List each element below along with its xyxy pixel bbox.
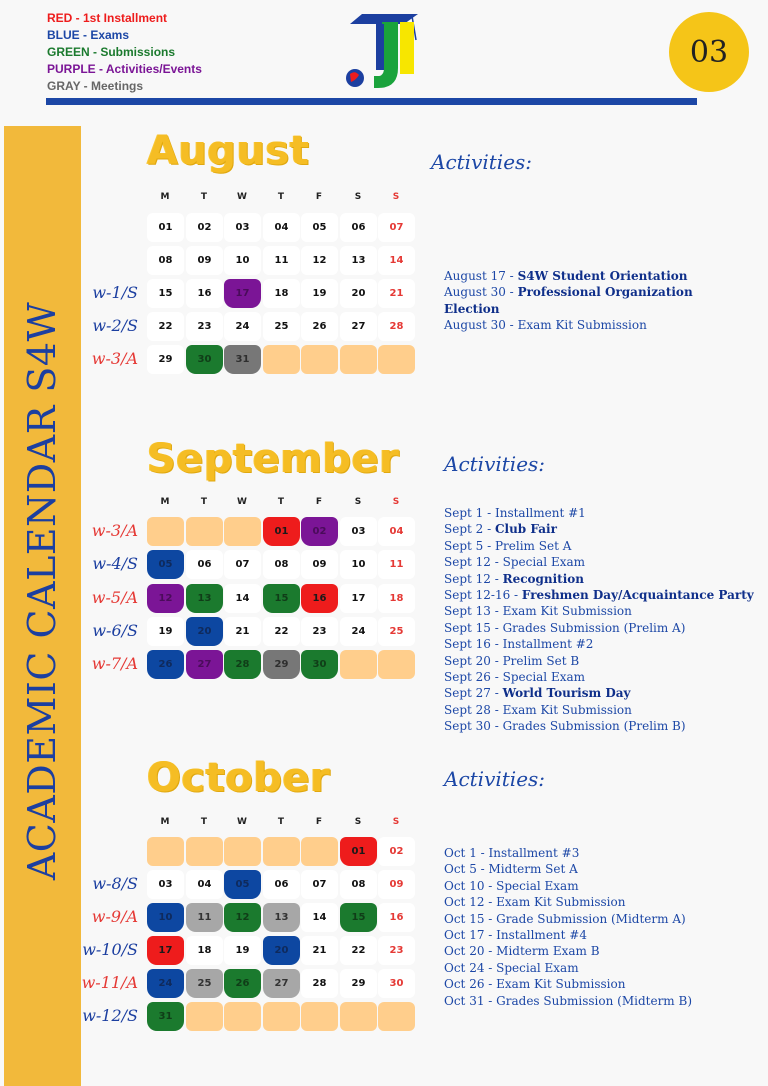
activity-item: Sept 12 - Special Exam xyxy=(444,555,586,570)
august-day-21[interactable]: 21 xyxy=(378,279,415,308)
august-day-02[interactable]: 02 xyxy=(186,213,223,242)
october-day-29[interactable]: 29 xyxy=(340,969,377,998)
october-empty-cell xyxy=(186,1002,223,1031)
october-empty-cell xyxy=(263,837,300,866)
october-week-label: w-11/A xyxy=(81,973,138,992)
september-day-10[interactable]: 10 xyxy=(340,550,377,579)
august-day-12[interactable]: 12 xyxy=(301,246,338,275)
august-day-30[interactable]: 30 xyxy=(186,345,223,374)
september-day-18[interactable]: 18 xyxy=(378,584,415,613)
august-day-15[interactable]: 15 xyxy=(147,279,184,308)
august-day-17[interactable]: 17 xyxy=(224,279,261,308)
september-day-21[interactable]: 21 xyxy=(224,617,261,646)
august-day-05[interactable]: 05 xyxy=(301,213,338,242)
october-empty-cell xyxy=(340,1002,377,1031)
october-empty-cell xyxy=(186,837,223,866)
october-day-07[interactable]: 07 xyxy=(301,870,338,899)
august-weekday-header: F xyxy=(315,192,323,202)
color-legend xyxy=(47,10,202,95)
august-day-26[interactable]: 26 xyxy=(301,312,338,341)
august-day-27[interactable]: 27 xyxy=(340,312,377,341)
august-day-19[interactable]: 19 xyxy=(301,279,338,308)
september-weekday-header: T xyxy=(200,497,208,507)
august-day-01[interactable]: 01 xyxy=(147,213,184,242)
september-day-26[interactable]: 26 xyxy=(147,650,184,679)
august-day-09[interactable]: 09 xyxy=(186,246,223,275)
september-empty-cell xyxy=(340,650,377,679)
september-day-02[interactable]: 02 xyxy=(301,517,338,546)
august-day-28[interactable]: 28 xyxy=(378,312,415,341)
august-day-31[interactable]: 31 xyxy=(224,345,261,374)
october-weekday-header: F xyxy=(315,817,323,827)
september-week-label: w-6/S xyxy=(92,621,138,640)
august-day-29[interactable]: 29 xyxy=(147,345,184,374)
september-weekday-header: M xyxy=(160,497,170,507)
school-logo xyxy=(342,10,418,90)
october-weekday-header: T xyxy=(277,817,285,827)
october-day-06[interactable]: 06 xyxy=(263,870,300,899)
page-number-badge: 03 xyxy=(669,12,749,92)
august-weekday-header: W xyxy=(237,192,247,202)
october-empty-cell xyxy=(301,837,338,866)
august-day-03[interactable]: 03 xyxy=(224,213,261,242)
activity-item: Sept 20 - Prelim Set B xyxy=(444,653,580,668)
august-day-22[interactable]: 22 xyxy=(147,312,184,341)
september-day-20[interactable]: 20 xyxy=(186,617,223,646)
august-activities-list xyxy=(444,268,693,334)
activity-item: Sept 13 - Exam Kit Submission xyxy=(444,604,632,619)
october-empty-cell xyxy=(301,1002,338,1031)
activity-item: Oct 17 - Installment #4 xyxy=(444,928,587,943)
september-day-03[interactable]: 03 xyxy=(340,517,377,546)
activity-item: Sept 2 - Club Fair xyxy=(444,522,557,537)
september-week-label: w-4/S xyxy=(92,554,138,573)
activity-item: August 30 - Professional Organization xyxy=(444,285,693,300)
legend-item-gray: GRAY - Meetings xyxy=(47,79,144,93)
october-day-24[interactable]: 24 xyxy=(147,969,184,998)
october-weekday-header: W xyxy=(237,817,247,827)
september-day-16[interactable]: 16 xyxy=(301,584,338,613)
october-empty-cell xyxy=(224,1002,261,1031)
october-weekday-header: S xyxy=(392,817,400,827)
august-day-14[interactable]: 14 xyxy=(378,246,415,275)
october-day-17[interactable]: 17 xyxy=(147,936,184,965)
september-day-01[interactable]: 01 xyxy=(263,517,300,546)
september-day-15[interactable]: 15 xyxy=(263,584,300,613)
september-day-09[interactable]: 09 xyxy=(301,550,338,579)
october-day-15[interactable]: 15 xyxy=(340,903,377,932)
august-empty-cell xyxy=(378,345,415,374)
august-weekday-header: T xyxy=(200,192,208,202)
august-weekday-header: S xyxy=(354,192,362,202)
august-day-23[interactable]: 23 xyxy=(186,312,223,341)
august-day-08[interactable]: 08 xyxy=(147,246,184,275)
august-day-06[interactable]: 06 xyxy=(340,213,377,242)
september-weekday-header: W xyxy=(237,497,247,507)
august-empty-cell xyxy=(301,345,338,374)
october-day-22[interactable]: 22 xyxy=(340,936,377,965)
september-activities-title: Activities: xyxy=(444,452,546,476)
september-week-label: w-5/A xyxy=(91,588,138,607)
october-day-13[interactable]: 13 xyxy=(263,903,300,932)
activity-item: Sept 12-16 - Freshmen Day/Acquaintance Party xyxy=(444,588,754,603)
october-activities-title: Activities: xyxy=(444,767,546,791)
activity-item: August 30 - Exam Kit Submission xyxy=(444,318,647,333)
activity-item: Sept 27 - World Tourism Day xyxy=(444,686,631,701)
august-day-16[interactable]: 16 xyxy=(186,279,223,308)
activity-item: August 17 - S4W Student Orientation xyxy=(444,269,688,283)
september-day-12[interactable]: 12 xyxy=(147,584,184,613)
september-day-08[interactable]: 08 xyxy=(263,550,300,579)
august-empty-cell xyxy=(340,345,377,374)
august-day-04[interactable]: 04 xyxy=(263,213,300,242)
october-day-14[interactable]: 14 xyxy=(301,903,338,932)
activity-item: Oct 31 - Grades Submission (Midterm B) xyxy=(444,993,692,1008)
august-day-13[interactable]: 13 xyxy=(340,246,377,275)
september-week-label: w-7/A xyxy=(91,654,138,673)
september-weekday-header: F xyxy=(315,497,323,507)
august-day-25[interactable]: 25 xyxy=(263,312,300,341)
october-day-23[interactable]: 23 xyxy=(378,936,415,965)
october-weekday-header: S xyxy=(354,817,362,827)
october-activities-list xyxy=(444,845,692,1009)
august-week-label: w-2/S xyxy=(92,316,138,335)
september-day-24[interactable]: 24 xyxy=(340,617,377,646)
october-day-01[interactable]: 01 xyxy=(340,837,377,866)
september-weekday-header: S xyxy=(354,497,362,507)
october-empty-cell xyxy=(224,837,261,866)
activity-item: Oct 20 - Midterm Exam B xyxy=(444,944,600,959)
october-day-16[interactable]: 16 xyxy=(378,903,415,932)
october-week-label: w-12/S xyxy=(82,1006,138,1025)
september-weekday-header: S xyxy=(392,497,400,507)
august-title: August xyxy=(147,128,310,174)
september-day-13[interactable]: 13 xyxy=(186,584,223,613)
september-day-06[interactable]: 06 xyxy=(186,550,223,579)
october-day-02[interactable]: 02 xyxy=(378,837,415,866)
activity-item: Election xyxy=(444,301,500,316)
october-day-08[interactable]: 08 xyxy=(340,870,377,899)
october-day-09[interactable]: 09 xyxy=(378,870,415,899)
october-day-20[interactable]: 20 xyxy=(263,936,300,965)
september-day-30[interactable]: 30 xyxy=(301,650,338,679)
activity-item: Oct 1 - Installment #3 xyxy=(444,846,580,860)
activity-item: Sept 16 - Installment #2 xyxy=(444,637,594,652)
activity-item: Sept 30 - Grades Submission (Prelim B) xyxy=(444,719,686,734)
activity-item: Sept 26 - Special Exam xyxy=(444,670,586,685)
august-activities-title: Activities: xyxy=(431,150,533,174)
activity-item: Oct 15 - Grade Submission (Midterm A) xyxy=(444,911,686,926)
september-day-05[interactable]: 05 xyxy=(147,550,184,579)
september-empty-cell xyxy=(186,517,223,546)
activity-item: Oct 24 - Special Exam xyxy=(444,960,579,975)
legend-item-red: RED - 1st Installment xyxy=(47,11,168,25)
august-weekday-header: S xyxy=(392,192,400,202)
october-week-label: w-9/A xyxy=(91,907,138,926)
september-day-19[interactable]: 19 xyxy=(147,617,184,646)
september-empty-cell xyxy=(147,517,184,546)
august-day-10[interactable]: 10 xyxy=(224,246,261,275)
october-title: October xyxy=(147,755,331,801)
october-day-30[interactable]: 30 xyxy=(378,969,415,998)
october-day-18[interactable]: 18 xyxy=(186,936,223,965)
october-empty-cell xyxy=(378,1002,415,1031)
activity-item: Sept 15 - Grades Submission (Prelim A) xyxy=(444,620,686,635)
activity-item: Oct 26 - Exam Kit Submission xyxy=(444,977,626,992)
legend-item-purple: PURPLE - Activities/Events xyxy=(47,62,202,76)
september-title: September xyxy=(147,436,400,482)
legend-item-blue: BLUE - Exams xyxy=(47,28,130,42)
august-weekday-header: M xyxy=(160,192,170,202)
september-day-04[interactable]: 04 xyxy=(378,517,415,546)
october-week-label: w-10/S xyxy=(82,940,138,959)
september-day-14[interactable]: 14 xyxy=(224,584,261,613)
august-day-11[interactable]: 11 xyxy=(263,246,300,275)
september-day-22[interactable]: 22 xyxy=(263,617,300,646)
activity-item: Sept 28 - Exam Kit Submission xyxy=(444,702,632,717)
september-day-17[interactable]: 17 xyxy=(340,584,377,613)
october-weekday-header: T xyxy=(200,817,208,827)
october-day-27[interactable]: 27 xyxy=(263,969,300,998)
september-weekday-header: T xyxy=(277,497,285,507)
october-day-11[interactable]: 11 xyxy=(186,903,223,932)
october-day-12[interactable]: 12 xyxy=(224,903,261,932)
october-day-28[interactable]: 28 xyxy=(301,969,338,998)
august-day-07[interactable]: 07 xyxy=(378,213,415,242)
september-empty-cell xyxy=(224,517,261,546)
october-day-21[interactable]: 21 xyxy=(301,936,338,965)
september-activities-list xyxy=(444,505,754,735)
october-day-10[interactable]: 10 xyxy=(147,903,184,932)
september-day-07[interactable]: 07 xyxy=(224,550,261,579)
october-empty-cell xyxy=(263,1002,300,1031)
august-week-label: w-1/S xyxy=(92,283,138,302)
october-day-26[interactable]: 26 xyxy=(224,969,261,998)
side-title-text: ACADEMIC CALENDAR S4W xyxy=(20,301,64,881)
activity-item: Sept 1 - Installment #1 xyxy=(444,506,586,520)
october-day-31[interactable]: 31 xyxy=(147,1002,184,1031)
august-week-label: w-3/A xyxy=(91,349,138,368)
september-day-27[interactable]: 27 xyxy=(186,650,223,679)
september-day-25[interactable]: 25 xyxy=(378,617,415,646)
october-day-04[interactable]: 04 xyxy=(186,870,223,899)
activity-item: Oct 5 - Midterm Set A xyxy=(444,862,578,877)
october-empty-cell xyxy=(147,837,184,866)
september-day-23[interactable]: 23 xyxy=(301,617,338,646)
header-divider xyxy=(46,98,697,105)
activity-item: Sept 12 - Recognition xyxy=(444,571,585,586)
activity-item: Sept 5 - Prelim Set A xyxy=(444,538,572,553)
september-week-label: w-3/A xyxy=(91,521,138,540)
october-day-19[interactable]: 19 xyxy=(224,936,261,965)
october-day-05[interactable]: 05 xyxy=(224,870,261,899)
october-weekday-header: M xyxy=(160,817,170,827)
september-day-11[interactable]: 11 xyxy=(378,550,415,579)
october-day-25[interactable]: 25 xyxy=(186,969,223,998)
september-day-28[interactable]: 28 xyxy=(224,650,261,679)
october-week-label: w-8/S xyxy=(92,874,138,893)
august-day-20[interactable]: 20 xyxy=(340,279,377,308)
september-empty-cell xyxy=(378,650,415,679)
activity-item: Oct 12 - Exam Kit Submission xyxy=(444,895,626,910)
september-day-29[interactable]: 29 xyxy=(263,650,300,679)
legend-item-green: GREEN - Submissions xyxy=(47,45,176,59)
activity-item: Oct 10 - Special Exam xyxy=(444,878,579,893)
october-day-03[interactable]: 03 xyxy=(147,870,184,899)
august-weekday-header: T xyxy=(277,192,285,202)
august-day-24[interactable]: 24 xyxy=(224,312,261,341)
august-day-18[interactable]: 18 xyxy=(263,279,300,308)
august-empty-cell xyxy=(263,345,300,374)
